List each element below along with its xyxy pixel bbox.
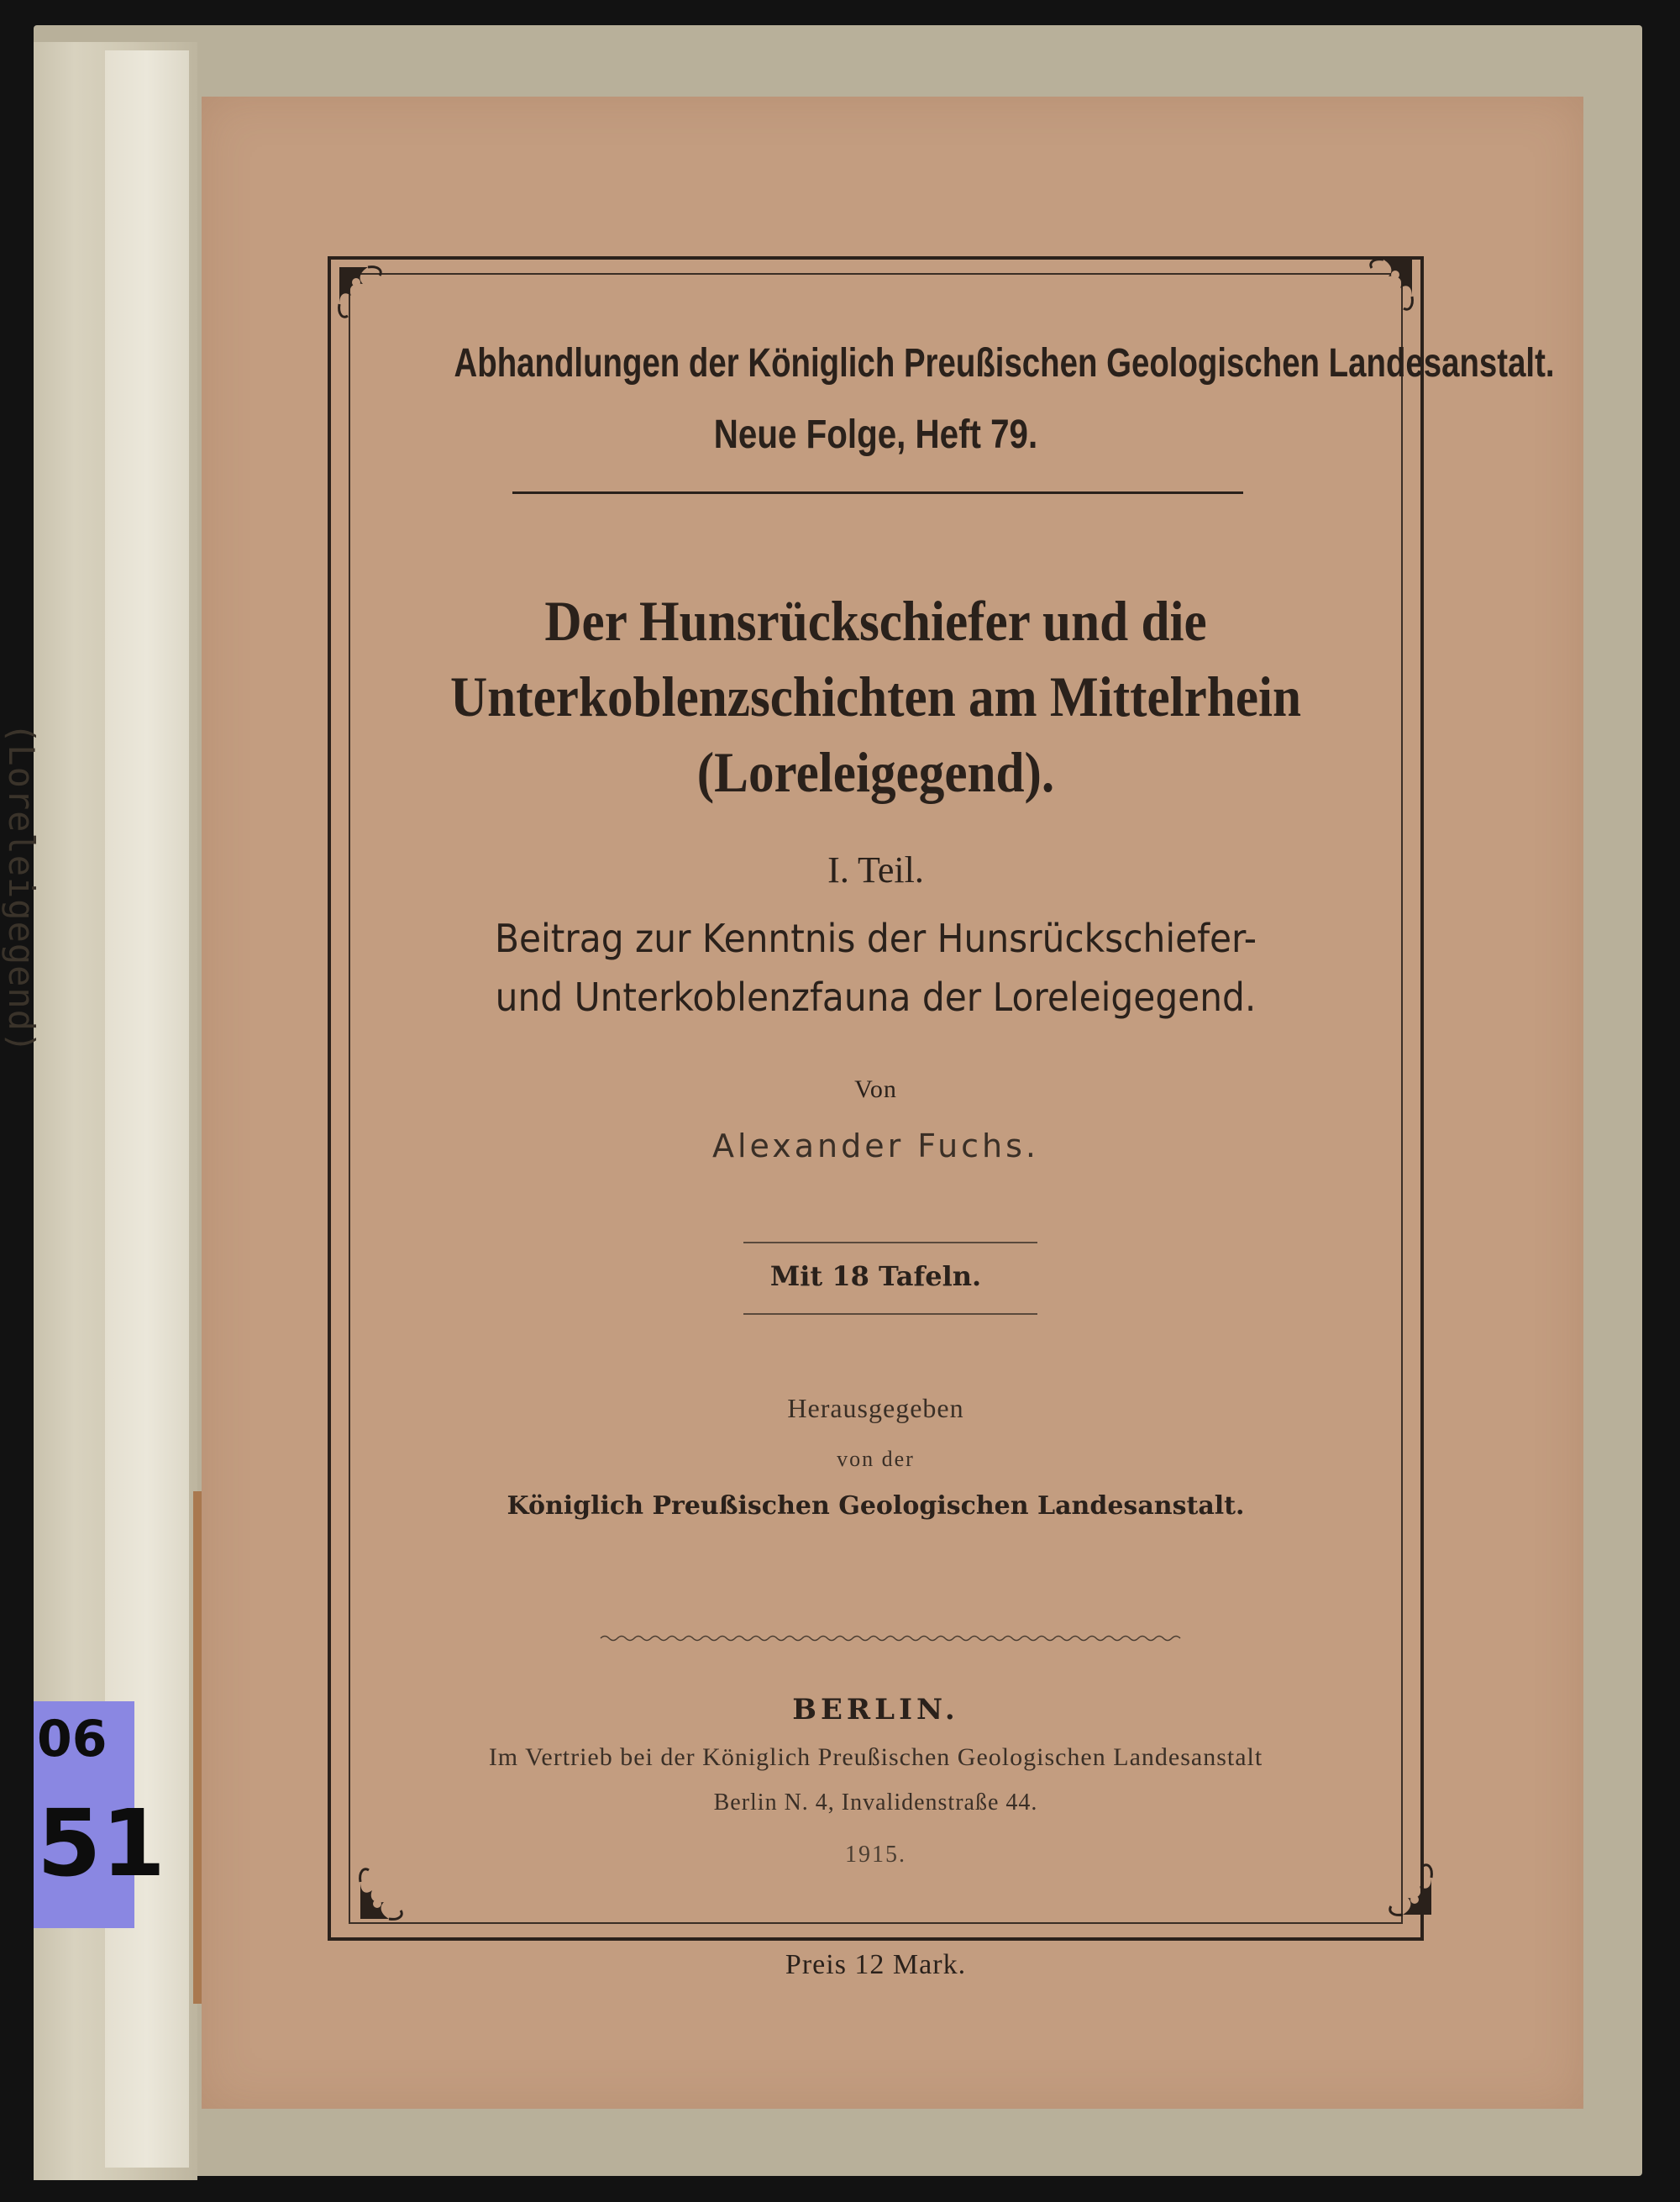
spine-title: (Loreleigegend) <box>1 723 42 1054</box>
publisher-line1: Herausgegeben <box>787 1393 964 1423</box>
publisher-name: Königlich Preußischen Geologischen Landesanstalt. <box>507 1491 1245 1521</box>
subtitle-line1: Beitrag zur Kenntnis der Hunsrückschiefer- <box>494 916 1257 961</box>
publication-city: BERLIN. <box>792 1693 959 1726</box>
call-number-line1: 06 <box>37 1710 108 1768</box>
series-issue: Neue Folge, Heft 79. <box>713 413 1038 457</box>
by-label: Von <box>854 1075 897 1103</box>
series-title: Abhandlungen der Königlich Preußischen Geologischen Landesanstalt. <box>454 341 1555 386</box>
author-name: Alexander Fuchs. <box>711 1127 1040 1164</box>
publication-year: 1915. <box>845 1842 906 1868</box>
divider-rule <box>743 1313 1037 1315</box>
call-number-line2: 51 <box>37 1789 166 1897</box>
price-label: Preis 12 Mark. <box>785 1949 967 1980</box>
distribution-line1: Im Vertrieb bei der Königlich Preußischen Geologischen Landesanstalt <box>488 1743 1263 1771</box>
corner-ornament-icon <box>1350 255 1417 322</box>
subtitle-line2: und Unterkoblenzfauna der Loreleigegend. <box>495 975 1257 1020</box>
publisher-line2: von der <box>837 1447 915 1471</box>
part-number: I. Teil. <box>827 849 924 891</box>
distribution-address: Berlin N. 4, Invalidenstraße 44. <box>713 1789 1038 1816</box>
call-number-label <box>34 1701 166 1928</box>
wavy-divider <box>601 1634 1180 1642</box>
title-line3: (Loreleigegend). <box>696 740 1055 804</box>
divider-rule <box>512 491 1243 494</box>
title-line2: Unterkoblenzschichten am Mittelrhein <box>449 665 1302 728</box>
plates-count: Mit 18 Tafeln. <box>769 1260 982 1292</box>
corner-ornament-icon <box>334 262 402 329</box>
divider-rule <box>743 1242 1037 1243</box>
title-line1: Der Hunsrückschiefer und die <box>544 589 1207 653</box>
